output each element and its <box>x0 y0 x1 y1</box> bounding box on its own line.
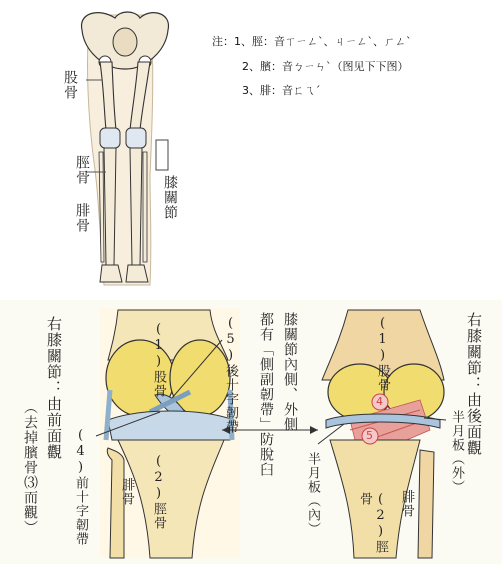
marker-5-label: 5 <box>366 429 373 442</box>
front-acl-label: (4)前十字韌帶 <box>73 428 88 546</box>
middle-text-col1: 膝關節內側、外側 <box>282 312 298 432</box>
back-femur-label: (1)股骨 <box>375 316 390 392</box>
meniscus-inner-label: 半月板（內） <box>305 452 320 536</box>
front-femur-label: (1)股骨 <box>151 322 166 398</box>
back-fibula-label: 腓骨 <box>399 490 414 518</box>
front-tibia-label: (2)脛骨 <box>151 454 166 530</box>
front-fibula-label: 腓骨 <box>119 478 134 506</box>
label-femur: 股骨 <box>62 70 78 100</box>
note-2: 2、臏：音ㄅㄧㄣˋ（图见下下图） <box>242 60 409 73</box>
fibula-back <box>418 450 434 558</box>
middle-text-col2: 都有「側副韌帶」防脫臼 <box>258 312 274 477</box>
marker-4-label: 4 <box>376 395 383 408</box>
note-3: 3、腓：音ㄈㄟˊ <box>242 84 321 97</box>
note-1: 注：1、脛：音ㄒㄧㄥˋ、ㄐㄧㄥˋ、ㄏㄥˋ <box>212 35 412 48</box>
front-caption: 右膝關節：由前面觀 <box>45 316 63 460</box>
label-knee-joint: 膝關節 <box>162 175 178 220</box>
label-tibia: 脛骨 <box>74 155 90 185</box>
meniscus-outer-label: 半月板（外） <box>449 410 464 494</box>
front-pcl-label: (5)後十字韌帶 <box>223 316 238 434</box>
label-fibula: 腓骨 <box>74 203 90 233</box>
back-tibia-label: (2)脛骨 <box>357 492 388 554</box>
back-caption: 右膝關節：由後面觀 <box>465 312 483 456</box>
front-side-note: （去掉臏骨⑶而觀） <box>22 400 38 535</box>
